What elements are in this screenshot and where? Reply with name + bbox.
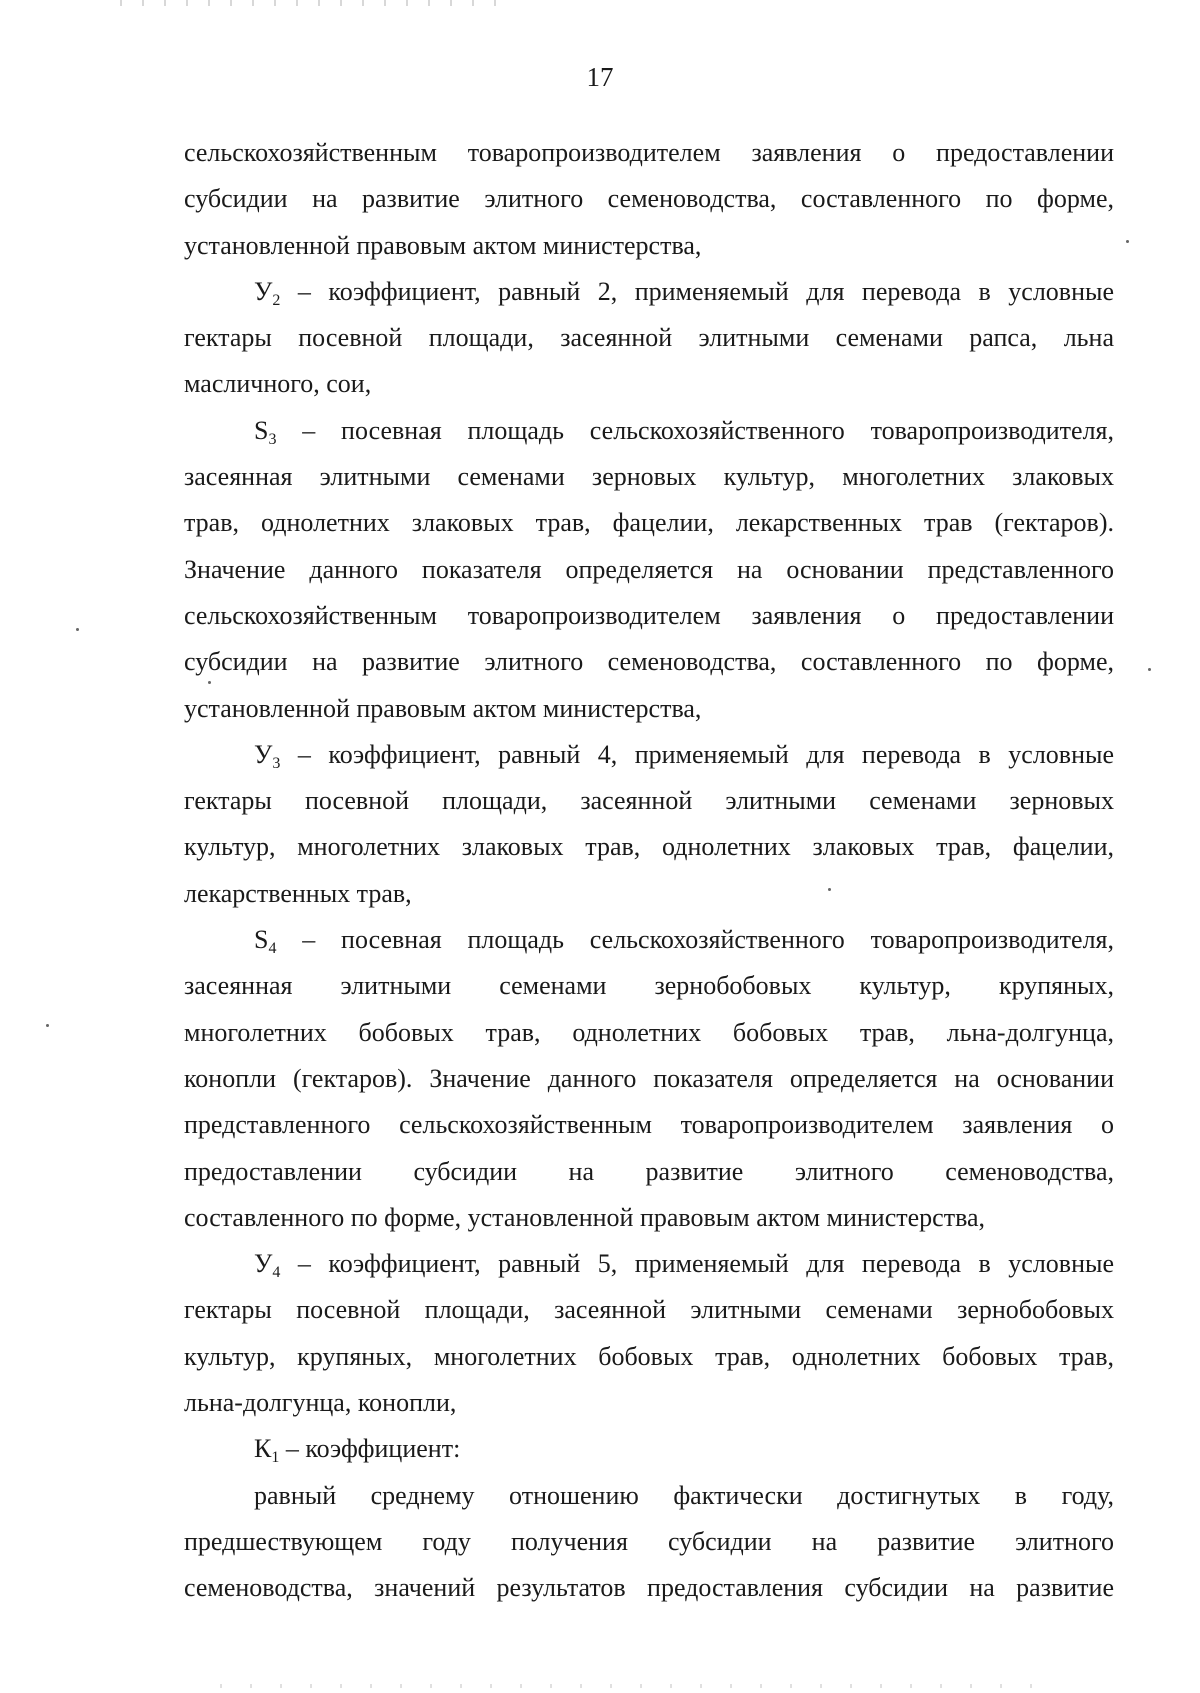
text-line: семеноводства, значений результатов предоставления субсидии на развитие xyxy=(184,1573,1114,1603)
text-line: субсидии на развитие элитного семеноводства, составленного по форме, xyxy=(184,647,1114,677)
scan-speck xyxy=(76,628,79,631)
symbol-s4: $S_4$ xyxy=(254,925,277,958)
text-line: гектары посевной площади, засеянной элитными семенами зерновых xyxy=(184,786,1114,816)
text-line: льна-долгунца, конопли, xyxy=(184,1388,457,1418)
text-line-definition-y3: $У_3$ – коэффициент, равный 4, применяемый для перевода в условные xyxy=(254,739,1114,772)
text-line: Значение данного показателя определяется на основании представленного xyxy=(184,554,1114,584)
text-line-definition-y2: $У_2$ – коэффициент, равный 2, применяемый для перевода в условные xyxy=(254,276,1114,309)
text-line: равный среднему отношению фактически достигнутых в году, xyxy=(254,1480,1114,1510)
text-line: сельскохозяйственным товаропроизводителем заявления о предоставлении xyxy=(184,600,1114,630)
document-body xyxy=(184,130,1114,1612)
text-line-definition-s4: $S_4$ – посевная площадь сельскохозяйственного товаропроизводителя, xyxy=(254,925,1114,958)
text-line: лекарственных трав, xyxy=(184,878,412,908)
scan-speck xyxy=(46,1024,49,1027)
text-line: культур, крупяных, многолетних бобовых трав, однолетних бобовых трав, xyxy=(184,1341,1114,1371)
text-line: культур, многолетних злаковых трав, однолетних злаковых трав, фацелии, xyxy=(184,832,1114,862)
scan-speck xyxy=(1126,240,1129,243)
text-line: масличного, сои, xyxy=(184,369,372,399)
text-line: гектары посевной площади, засеянной элитными семенами рапса, льна xyxy=(184,323,1114,353)
scan-speck xyxy=(208,681,211,684)
scan-artifact-bottom xyxy=(220,1684,1040,1688)
text-line: представленного сельскохозяйственным товаропроизводителем заявления о xyxy=(184,1110,1114,1140)
text-line: многолетних бобовых трав, однолетних бобовых трав, льна-долгунца, xyxy=(184,1017,1114,1047)
text-line-definition-k1: $К_1$ – коэффициент: xyxy=(254,1434,461,1467)
text-line: трав, однолетних злаковых трав, фацелии, лекарственных трав (гектаров). xyxy=(184,508,1114,538)
text-line-definition-y4: $У_4$ – коэффициент, равный 5, применяемый для перевода в условные xyxy=(254,1249,1114,1282)
text-line: конопли (гектаров). Значение данного показателя определяется на основании xyxy=(184,1063,1114,1093)
text-line: засеянная элитными семенами зерновых культур, многолетних злаковых xyxy=(184,462,1114,492)
symbol-y3: $У_3$ xyxy=(254,739,281,772)
text-line: составленного по форме, установленной правовым актом министерства, xyxy=(184,1202,986,1232)
text-line: засеянная элитными семенами зернобобовых культур, крупяных, xyxy=(184,971,1114,1001)
scan-speck xyxy=(1148,668,1151,671)
text-line-definition-s3: $S_3$ – посевная площадь сельскохозяйственного товаропроизводителя, xyxy=(254,415,1114,448)
symbol-y2: $У_2$ xyxy=(254,276,281,309)
symbol-k1: $К_1$ xyxy=(254,1434,280,1467)
symbol-y4: $У_4$ xyxy=(254,1249,281,1282)
text-line: субсидии на развитие элитного семеноводства, составленного по форме, xyxy=(184,184,1114,214)
text-line: предшествующем году получения субсидии на развитие элитного xyxy=(184,1526,1114,1556)
text-line: установленной правовым актом министерства, xyxy=(184,693,702,723)
scan-speck xyxy=(828,888,831,891)
text-line: гектары посевной площади, засеянной элитными семенами зернобобовых xyxy=(184,1295,1114,1325)
text-line: предоставлении субсидии на развитие элитного семеноводства, xyxy=(184,1156,1114,1186)
text-line: сельскохозяйственным товаропроизводителем заявления о предоставлении xyxy=(184,138,1114,167)
text-line: установленной правовым актом министерства, xyxy=(184,230,702,260)
scan-artifact-top xyxy=(120,0,500,6)
symbol-s3: $S_3$ xyxy=(254,415,277,448)
page-number: 17 xyxy=(586,62,614,92)
